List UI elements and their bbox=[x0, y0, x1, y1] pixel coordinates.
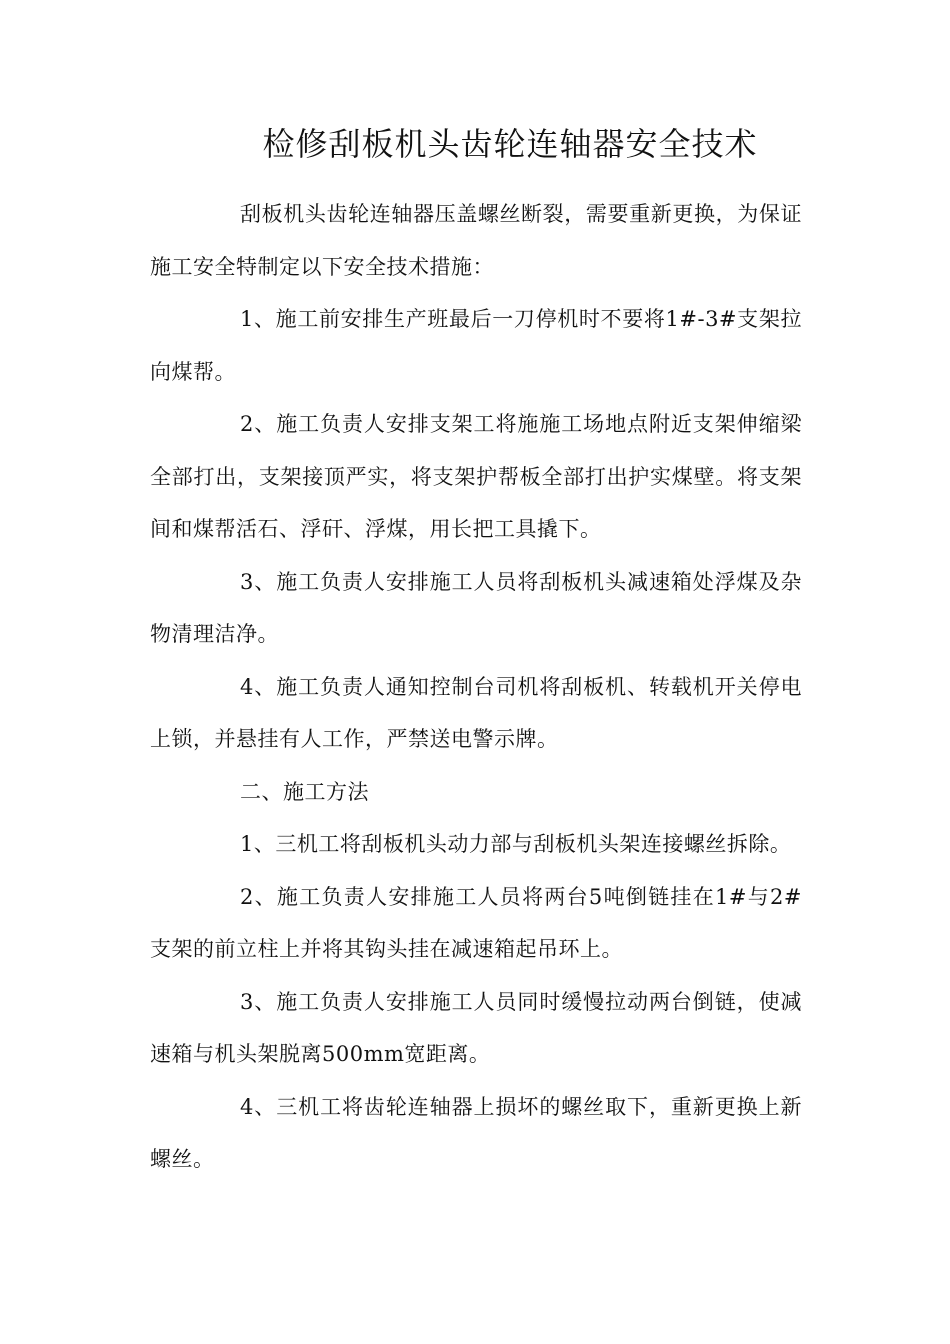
document-body bbox=[150, 188, 802, 1186]
method-paragraph-1: 1、三机工将刮板机头动力部与刮板机头架连接螺丝拆除。 bbox=[240, 832, 792, 856]
measure-paragraph-4: 4、施工负责人通知控制台司机将刮板机、转载机开关停电上锁，并悬挂有人工作，严禁送电警示牌。 bbox=[150, 674, 802, 751]
measure-paragraph-1: 1、施工前安排生产班最后一刀停机时不要将1#-3#支架拉向煤帮。 bbox=[150, 307, 802, 384]
intro-paragraph: 刮板机头齿轮连轴器压盖螺丝断裂，需要重新更换，为保证施工安全特制定以下安全技术措施： bbox=[150, 202, 802, 279]
measure-paragraph-3: 3、施工负责人安排施工人员将刮板机头减速箱处浮煤及杂物清理洁净。 bbox=[150, 569, 802, 646]
measure-paragraph-2: 2、施工负责人安排支架工将施施工场地点附近支架伸缩梁全部打出，支架接顶严实，将支架护帮板全部打出护实煤壁。将支架间和煤帮活石、浮矸、浮煤，用长把工具撬下。 bbox=[150, 412, 802, 541]
document-title: 检修刮板机头齿轮连轴器安全技术 bbox=[262, 125, 758, 163]
method-paragraph-3: 3、施工负责人安排施工人员同时缓慢拉动两台倒链，使减速箱与机头架脱离500mm宽距离。 bbox=[150, 989, 802, 1066]
method-paragraph-2: 2、施工负责人安排施工人员将两台5吨倒链挂在1#与2#支架的前立柱上并将其钩头挂在减速箱起吊环上。 bbox=[150, 884, 802, 961]
method-paragraph-4: 4、三机工将齿轮连轴器上损坏的螺丝取下，重新更换上新螺丝。 bbox=[150, 1094, 802, 1171]
section-heading-method: 二、施工方法 bbox=[240, 779, 369, 804]
